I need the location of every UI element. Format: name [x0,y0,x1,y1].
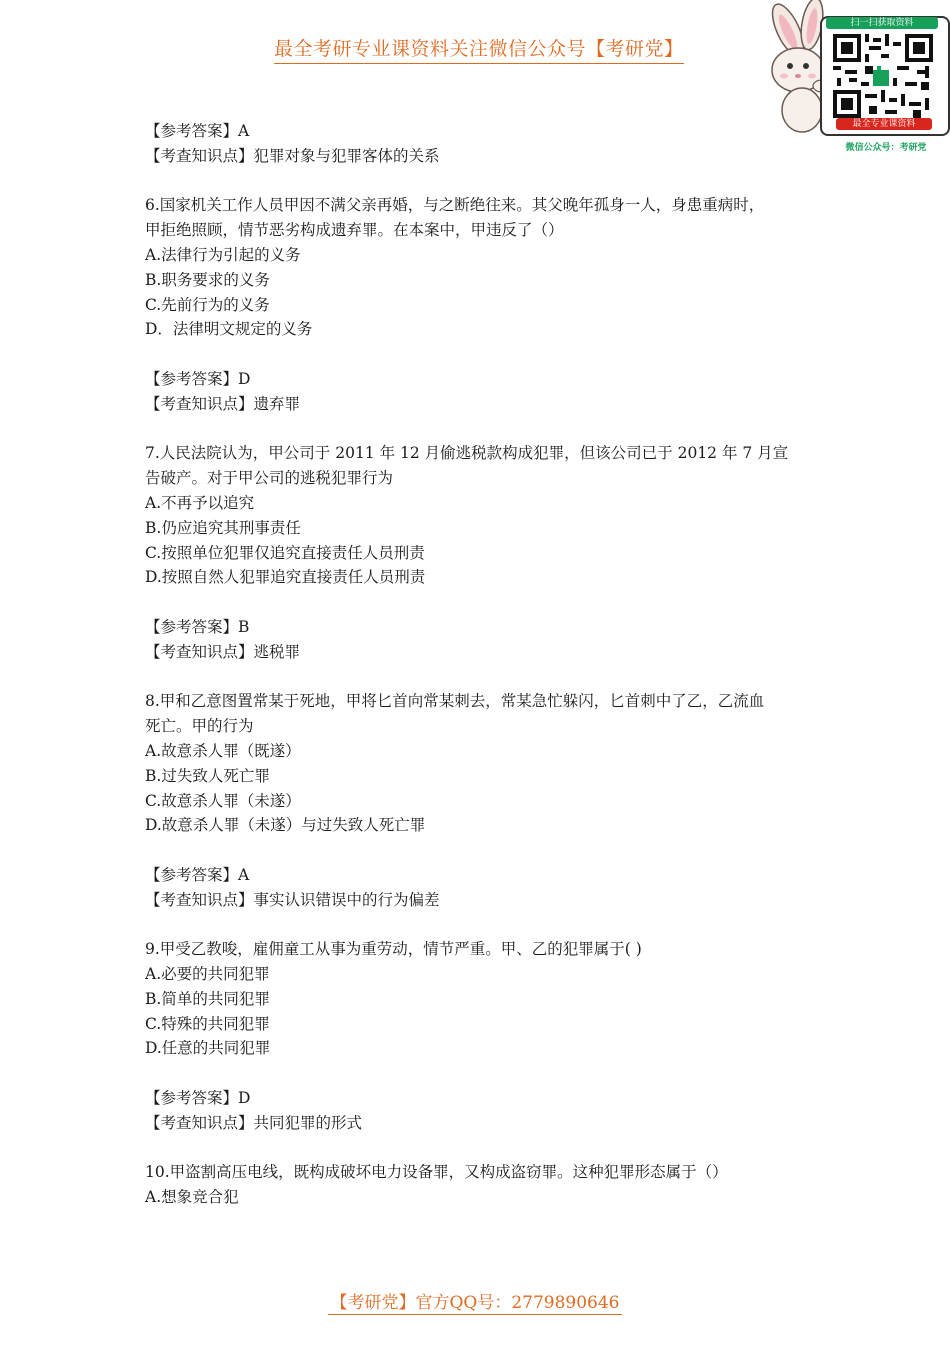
answer-line: 【参考答案】A [145,865,250,884]
option-b: B.过失致人死亡罪 [145,766,270,785]
option-d: D.任意的共同犯罪 [145,1039,271,1058]
knowledge-point-line: 【考查知识点】遗弃罪 [145,394,301,413]
question-7-stem: 7.人民法院认为，甲公司于 2011 年 12 月偷逃税款构成犯罪，但该公司已于 2012 年 7 月宣 [145,444,789,463]
option-a: A.不再予以追究 [145,493,255,512]
document-body [145,119,815,1210]
knowledge-point-line: 【考查知识点】共同犯罪的形式 [145,1113,363,1132]
option-b: B.仍应追究其刑事责任 [145,518,301,537]
knowledge-point-line: 【考查知识点】逃税罪 [145,642,301,661]
question-10-stem: 10.甲盗割高压电线，既构成破坏电力设备罪，又构成盗窃罪。这种犯罪形态属于（） [145,1163,728,1182]
question-8-stem-cont: 死亡。甲的行为 [145,717,254,736]
question-6-stem-cont: 甲拒绝照顾，情节恶劣构成遗弃罪。在本案中，甲违反了（） [145,221,564,240]
option-a: A.想象竞合犯 [145,1188,239,1207]
answer-line: 【参考答案】B [145,617,250,636]
knowledge-point-line: 【考查知识点】事实认识错误中的行为偏差 [145,890,440,909]
option-a: A.故意杀人罪（既遂） [145,741,301,760]
question-7-stem-cont: 告破产。对于甲公司的逃税犯罪行为 [145,469,394,488]
qr-top-label: 扫一扫获取资料 [826,17,938,29]
option-b: B.简单的共同犯罪 [145,989,270,1008]
qr-bottom-label: 最全专业课资料 [836,118,932,130]
answer-line: 【参考答案】D [145,369,251,388]
header-banner [274,34,684,64]
option-d: D.按照自然人犯罪追究直接责任人员刑责 [145,568,426,587]
option-b: B.职务要求的义务 [145,270,270,289]
question-6-stem: 6.国家机关工作人员甲因不满父亲再婚，与之断绝往来。其父晚年孤身一人，身患重病时， [145,196,765,215]
option-a: A.必要的共同犯罪 [145,965,270,984]
footer-qq-text: 【考研党】官方QQ号：2779890646 [330,1293,620,1313]
option-a: A.法律行为引起的义务 [145,245,301,264]
question-8-stem: 8.甲和乙意图置常某于死地，甲将匕首向常某刺去，常某急忙躲闪，匕首刺中了乙，乙流血 [145,692,765,711]
option-c: C.故意杀人罪（未遂） [145,791,301,810]
footer [0,1288,950,1313]
question-9-stem: 9.甲受乙教唆，雇佣童工从事为重劳动，情节严重。甲、乙的犯罪属于( ) [145,940,642,959]
option-c: C.先前行为的义务 [145,295,270,314]
answer-line: 【参考答案】D [145,1089,251,1108]
header-banner-text: 最全考研专业课资料关注微信公众号【考研党】 [274,34,684,64]
option-c: C.特殊的共同犯罪 [145,1014,270,1033]
option-d: D．法律明文规定的义务 [145,320,313,339]
qr-caption: 微信公众号：考研党 [845,143,927,153]
answer-line: 【参考答案】A [145,122,250,140]
option-c: C.按照单位犯罪仅追究直接责任人员刑责 [145,543,425,562]
qr-code-icon [833,34,933,118]
option-d: D.故意杀人罪（未遂）与过失致人死亡罪 [145,816,426,835]
knowledge-point-line: 【考查知识点】犯罪对象与犯罪客体的关系 [145,146,440,165]
